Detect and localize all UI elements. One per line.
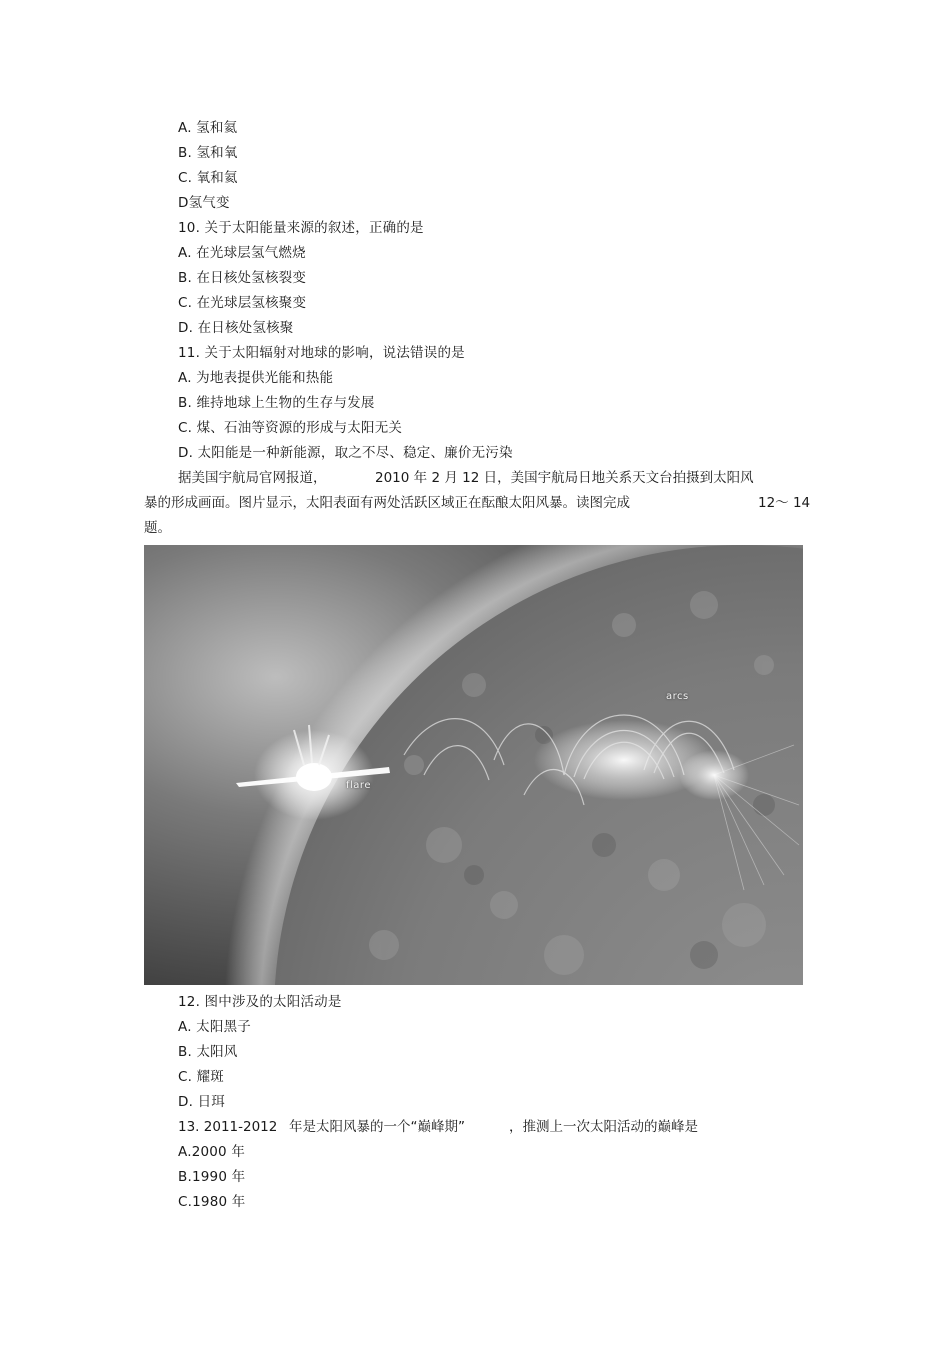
q10-option-d: D. 在日核处氢核聚 — [178, 320, 294, 336]
passage-line1-end: 2010 年 2 月 12 日，美国宇航局日地关系天文台拍摄到太阳风 — [375, 470, 754, 486]
q10-stem: 10. 关于太阳能量来源的叙述，正确的是 — [178, 220, 424, 236]
q9-option-b: B. 氢和氧 — [178, 145, 238, 161]
q13-option-c: C.1980 年 — [178, 1194, 246, 1210]
q13-stem-middle: 年是太阳风暴的一个“巅峰期” — [289, 1119, 465, 1135]
q13-stem-end: ，推测上一次太阳活动的巅峰是 — [509, 1119, 698, 1135]
q13-option-b: B.1990 年 — [178, 1169, 246, 1185]
q12-stem: 12. 图中涉及的太阳活动是 — [178, 994, 342, 1010]
q12-option-b: B. 太阳风 — [178, 1044, 238, 1060]
q9-option-a: A. 氢和氦 — [178, 120, 238, 136]
q13-option-a: A.2000 年 — [178, 1144, 246, 1160]
q11-stem: 11. 关于太阳辐射对地球的影响，说法错误的是 — [178, 345, 465, 361]
q11-option-c: C. 煤、石油等资源的形成与太阳无关 — [178, 420, 403, 436]
passage-line2-end: 12～ 14 — [758, 495, 811, 511]
q10-option-a: A. 在光球层氢气燃烧 — [178, 245, 306, 261]
sun-image — [144, 545, 803, 985]
passage-line1-start: 据美国宇航局官网报道， — [178, 470, 327, 486]
q10-option-c: C. 在光球层氢核聚变 — [178, 295, 307, 311]
q12-option-c: C. 耀斑 — [178, 1069, 225, 1085]
q11-option-a: A. 为地表提供光能和热能 — [178, 370, 334, 386]
flare-label: flare — [346, 780, 371, 791]
q11-option-d: D. 太阳能是一种新能源，取之不尽、稳定、廉价无污染 — [178, 445, 513, 461]
arcs-label: arcs — [666, 691, 689, 702]
q9-option-d: D氢气变 — [178, 195, 230, 211]
passage-line2-start: 暴的形成画面。图片显示，太阳表面有两处活跃区域正在酝酿太阳风暴。读图完成 — [144, 495, 630, 511]
q10-option-b: B. 在日核处氢核裂变 — [178, 270, 307, 286]
q12-option-d: D. 日珥 — [178, 1094, 225, 1110]
q9-option-c: C. 氧和氦 — [178, 170, 238, 186]
solar-storm-photo — [144, 545, 803, 985]
passage-line3: 题。 — [144, 520, 171, 536]
q12-option-a: A. 太阳黑子 — [178, 1019, 251, 1035]
q13-stem-start: 13. 2011-2012 — [178, 1119, 278, 1135]
q11-option-b: B. 维持地球上生物的生存与发展 — [178, 395, 375, 411]
